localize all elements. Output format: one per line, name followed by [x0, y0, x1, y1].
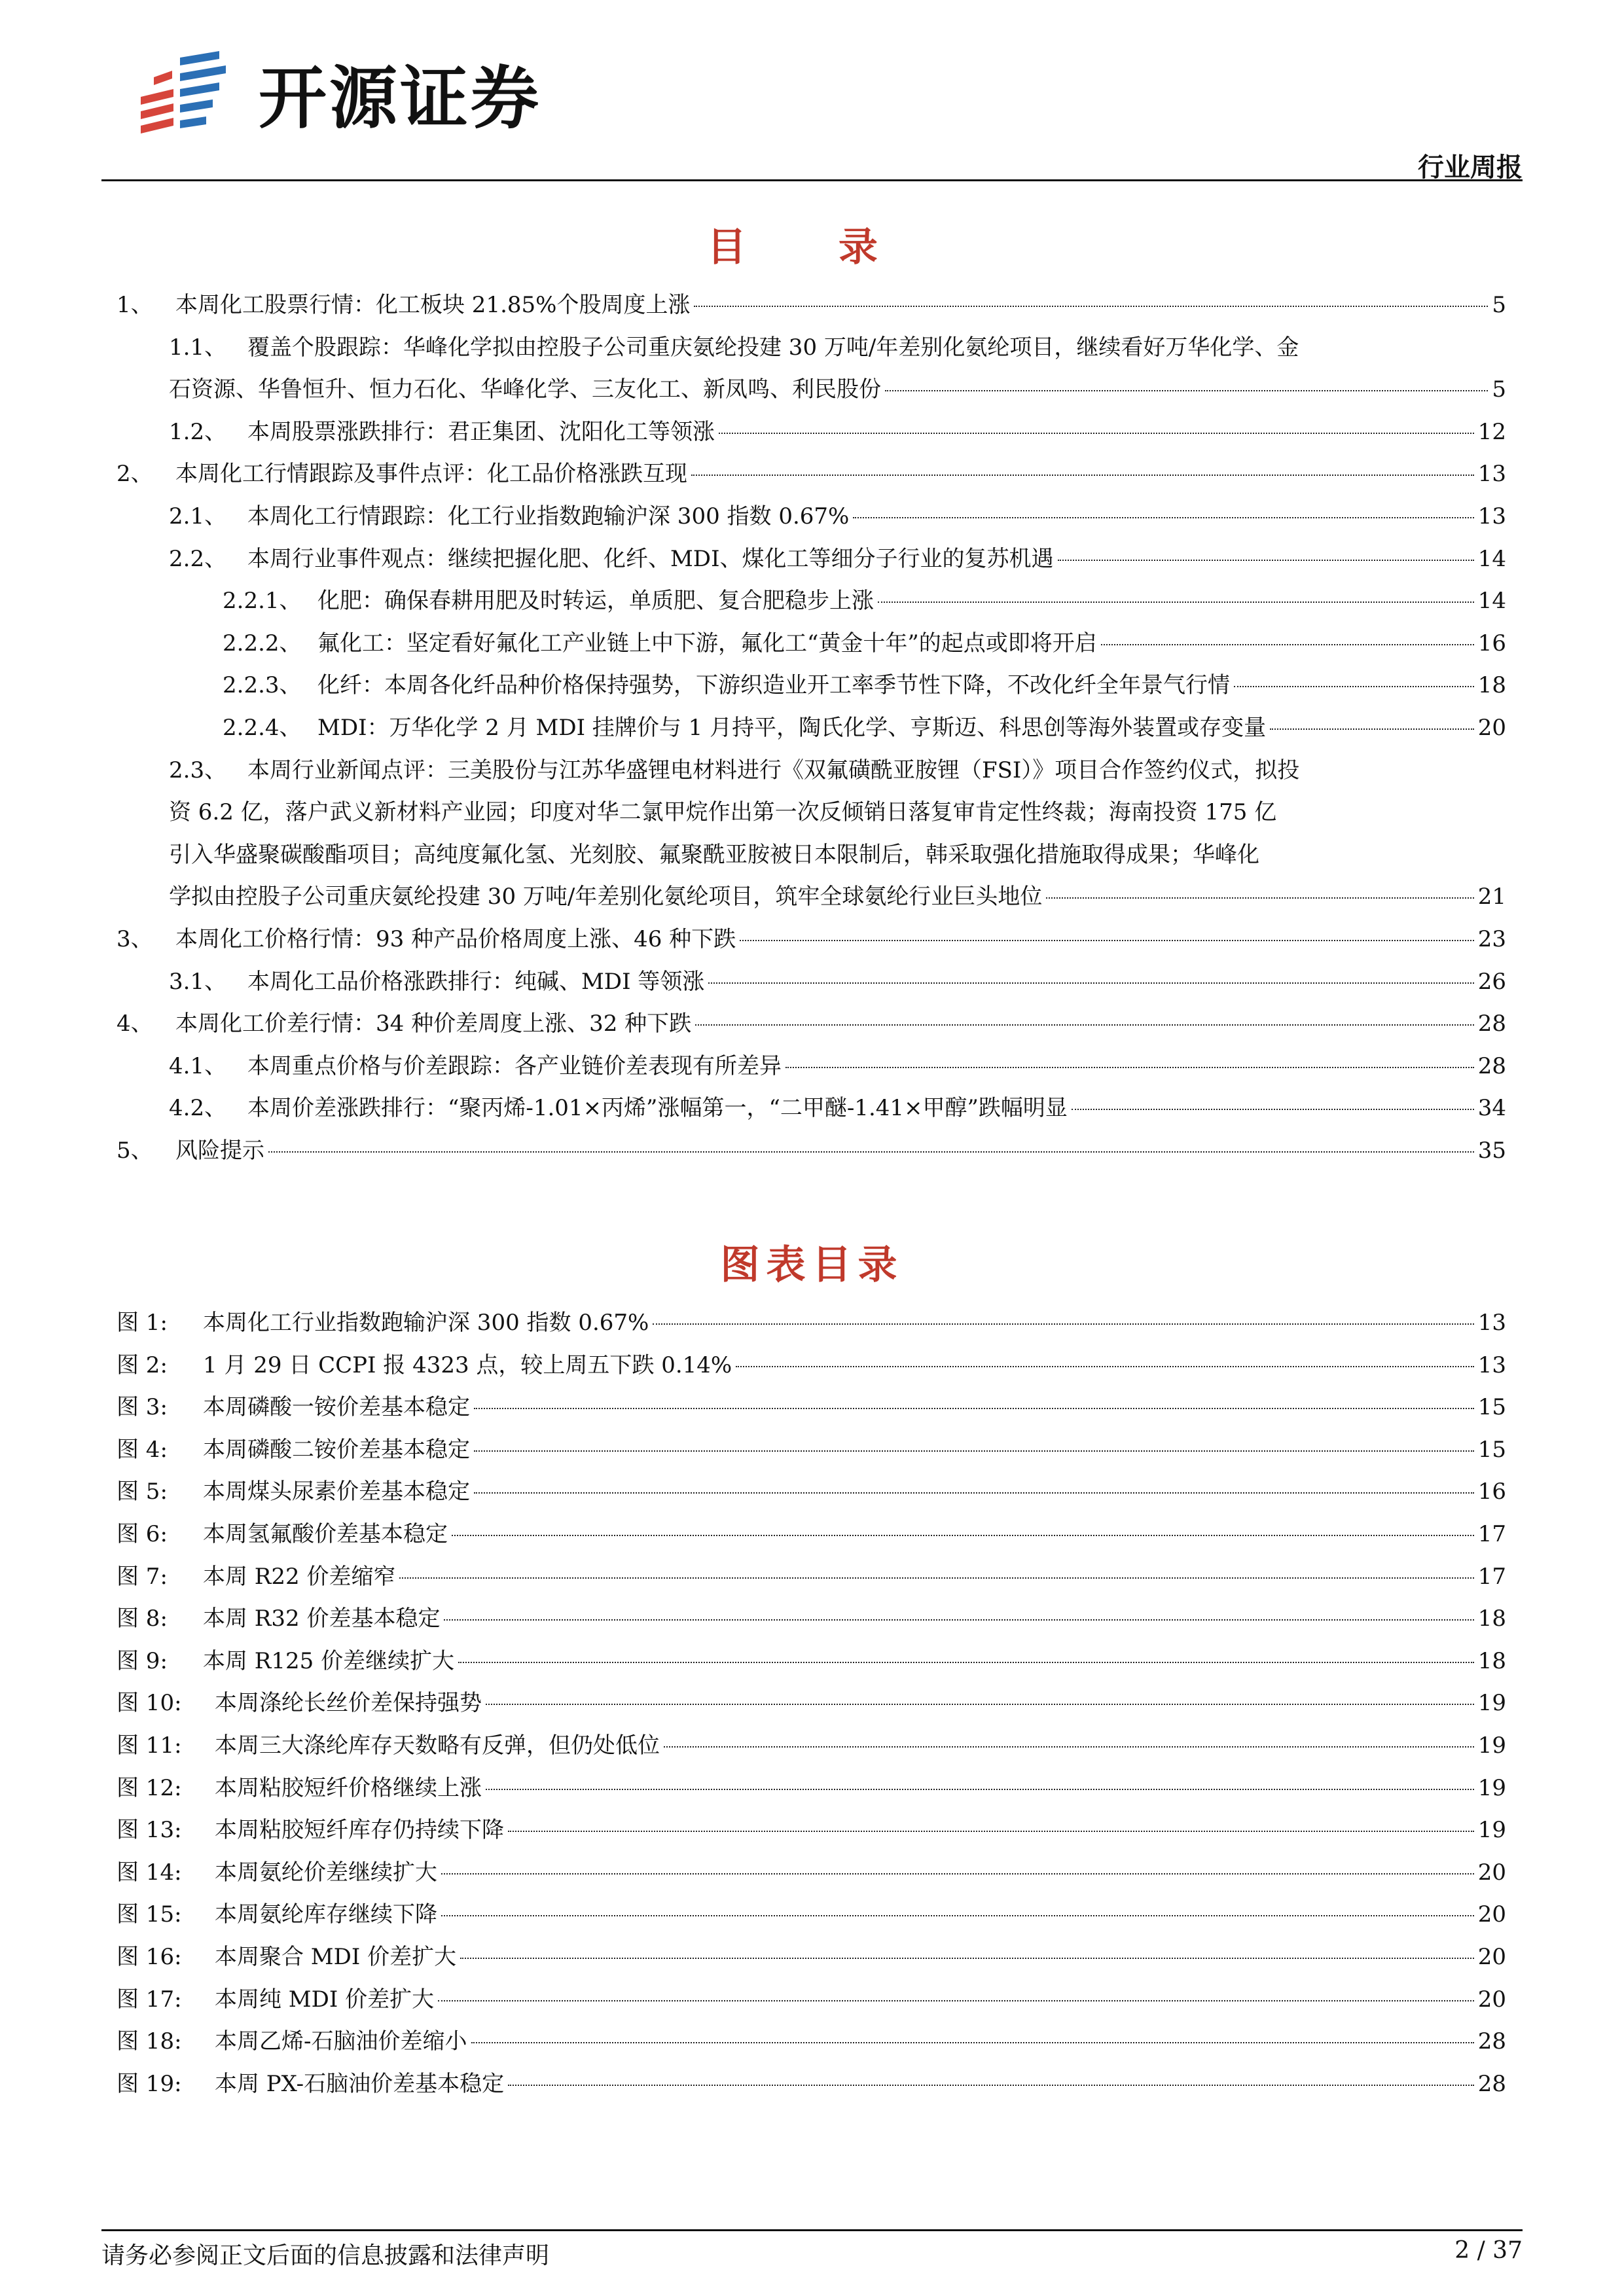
figure-entry[interactable]: 图 4: 本周磷酸二铵价差基本稳定 15 — [117, 1436, 1506, 1463]
toc-entry[interactable]: 2.3、 本周行业新闻点评：三美股份与江苏华盛锂电材料进行《双氟磺酰亚胺锂（FSI）》项目合作签约仪式，拟投 资 6.2 亿，落户武义新材料产业园；印度对华二氯甲烷作出第一次反倾销日落复审肯定性终裁；海南投资 175 亿 引入华盛聚碳酸酯项目；高纯度氟化氢、光刻胶、氟聚酰亚胺被日本限制后，韩采取强化措施取得成果；华峰化 学拟由控股子公司重庆氨纶投建 30 万吨/年差别化氨纶项目，筑牢全球氨纶行业巨头地位 21 — [169, 757, 1506, 910]
figures-title: 图表目录 — [720, 1242, 904, 1288]
toc-entry[interactable]: 5、 风险提示 35 — [117, 1137, 1506, 1164]
figure-entry[interactable]: 图 6: 本周氢氟酸价差基本稳定 17 — [117, 1520, 1506, 1547]
toc-entry[interactable]: 1.2、 本周股票涨跌排行：君正集团、沈阳化工等领涨 12 — [169, 418, 1506, 445]
page-number: 2 / 37 — [1454, 2237, 1523, 2264]
toc-entry[interactable]: 2.2.2、 氟化工：坚定看好氟化工产业链上中下游，氟化工“黄金十年”的起点或即将开启 16 — [223, 630, 1506, 656]
toc-title: 目 录 — [707, 224, 917, 270]
figure-entry[interactable]: 图 10: 本周涤纶长丝价差保持强势 19 — [117, 1690, 1506, 1717]
toc-entry[interactable]: 2.2.1、 化肥：确保春耕用肥及时转运，单质肥、复合肥稳步上涨 14 — [223, 588, 1506, 615]
toc-entry[interactable]: 2.2.3、 化纤：本周各化纤品种价格保持强势，下游织造业开工率季节性下降，不改化纤全年景气行情 18 — [223, 672, 1506, 699]
report-type: 行业周报 — [1418, 152, 1523, 183]
company-logo-icon — [134, 51, 239, 143]
toc-entry[interactable]: 1.1、 覆盖个股跟踪：华峰化学拟由控股子公司重庆氨纶投建 30 万吨/年差别化氨纶项目，继续看好万华化学、金 石资源、华鲁恒升、恒力石化、华峰化学、三友化工、新凤鸣、利民股份 5 — [169, 334, 1506, 403]
toc-entry[interactable]: 4.2、 本周价差涨跌排行：“聚丙烯-1.01×丙烯”涨幅第一，“二甲醚-1.41×甲醇”跌幅明显 34 — [169, 1095, 1506, 1122]
figure-entry[interactable]: 图 18: 本周乙烯-石脑油价差缩小 28 — [117, 2028, 1506, 2055]
toc-entry[interactable]: 3.1、 本周化工品价格涨跌排行：纯碱、MDI 等领涨 26 — [169, 968, 1506, 995]
toc-entry[interactable]: 2、 本周化工行情跟踪及事件点评：化工品价格涨跌互现 13 — [117, 461, 1506, 488]
figure-entry[interactable]: 图 19: 本周 PX-石脑油价差基本稳定 28 — [117, 2070, 1506, 2097]
toc-list — [117, 284, 1506, 1172]
figure-entry[interactable]: 图 5: 本周煤头尿素价差基本稳定 16 — [117, 1479, 1506, 1505]
figure-entry[interactable]: 图 7: 本周 R22 价差缩窄 17 — [117, 1563, 1506, 1590]
figure-entry[interactable]: 图 17: 本周纯 MDI 价差扩大 20 — [117, 1986, 1506, 2013]
figure-entry[interactable]: 图 12: 本周粘胶短纤价格继续上涨 19 — [117, 1774, 1506, 1801]
footer-disclaimer: 请务必参阅正文后面的信息披露和法律声明 — [101, 2242, 550, 2269]
footer-rule — [101, 2229, 1523, 2231]
toc-entry[interactable]: 2.2、 本周行业事件观点：继续把握化肥、化纤、MDI、煤化工等细分子行业的复苏机遇 14 — [169, 545, 1506, 572]
header-rule — [101, 179, 1523, 181]
figure-entry[interactable]: 图 2: 1 月 29 日 CCPI 报 4323 点，较上周五下跌 0.14% 13 — [117, 1352, 1506, 1378]
figure-entry[interactable]: 图 11: 本周三大涤纶库存天数略有反弹，但仍处低位 19 — [117, 1732, 1506, 1759]
figure-entry[interactable]: 图 1: 本周化工行业指数跑输沪深 300 指数 0.67% 13 — [117, 1310, 1506, 1336]
toc-entry[interactable]: 2.1、 本周化工行情跟踪：化工行业指数跑输沪深 300 指数 0.67% 13 — [169, 503, 1506, 529]
figures-list — [117, 1302, 1506, 2105]
figure-entry[interactable]: 图 15: 本周氨纶库存继续下降 20 — [117, 1901, 1506, 1928]
figure-entry[interactable]: 图 9: 本周 R125 价差继续扩大 18 — [117, 1647, 1506, 1674]
brand-name: 开源证券 — [259, 58, 542, 138]
figure-entry[interactable]: 图 13: 本周粘胶短纤库存仍持续下降 19 — [117, 1817, 1506, 1844]
toc-entry[interactable]: 3、 本周化工价格行情：93 种产品价格周度上涨、46 种下跌 23 — [117, 925, 1506, 952]
figure-entry[interactable]: 图 8: 本周 R32 价差基本稳定 18 — [117, 1605, 1506, 1632]
toc-entry[interactable]: 4、 本周化工价差行情：34 种价差周度上涨、32 种下跌 28 — [117, 1011, 1506, 1037]
figure-entry[interactable]: 图 16: 本周聚合 MDI 价差扩大 20 — [117, 1943, 1506, 1970]
toc-entry[interactable]: 2.2.4、 MDI：万华化学 2 月 MDI 挂牌价与 1 月持平，陶氏化学、亨斯迈、科思创等海外装置或存变量 20 — [223, 714, 1506, 741]
toc-entry[interactable]: 4.1、 本周重点价格与价差跟踪：各产业链价差表现有所差异 28 — [169, 1052, 1506, 1079]
figure-entry[interactable]: 图 14: 本周氨纶价差继续扩大 20 — [117, 1859, 1506, 1886]
figure-entry[interactable]: 图 3: 本周磷酸一铵价差基本稳定 15 — [117, 1394, 1506, 1421]
toc-entry[interactable]: 1、 本周化工股票行情：化工板块 21.85%个股周度上涨 5 — [117, 292, 1506, 318]
